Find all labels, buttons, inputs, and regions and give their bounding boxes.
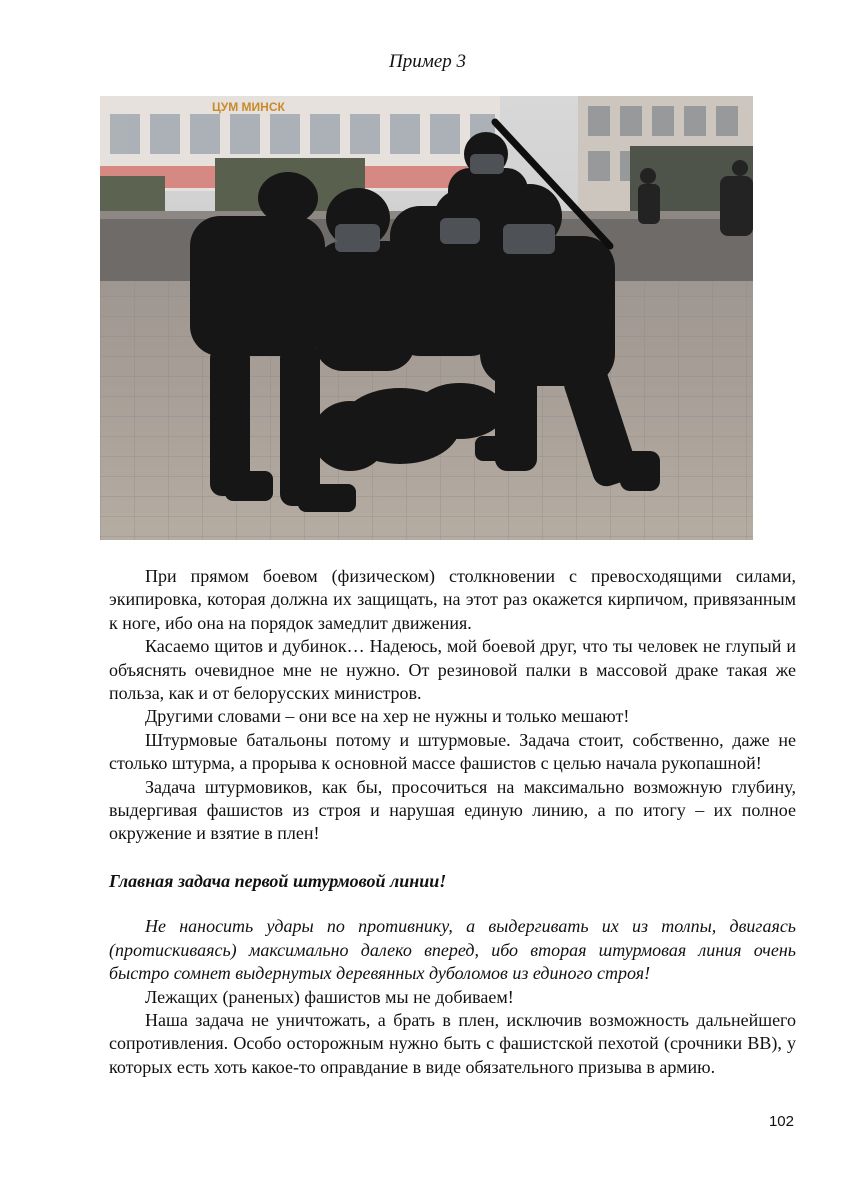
- photo-illustration: [100, 96, 753, 540]
- italic-paragraph: Не наносить удары по противнику, а выдергивать их из толпы, двигаясь (протискиваясь) максимально далеко вперед, ибо вторая штурмовая линия очень быстро сомнет выдернутых деревянных дуболомов из единого строя!: [109, 916, 796, 984]
- body-paragraph: Другими словами – они все на хер не нужны и только мешают!: [145, 706, 630, 727]
- photo-sign: ЦУМ МИНСК: [212, 100, 285, 114]
- photo-image: [100, 96, 753, 540]
- body-paragraph: Штурмовые батальоны потому и штурмовые. Задача стоит, собственно, даже не столько штурма, а прорыва к основной массе фашистов с целью начала рукопашной!: [109, 729, 796, 774]
- body-paragraph: Касаемо щитов и дубинок… Надеюсь, мой боевой друг, что ты человек не глупый и объяснять очевидное мне не нужно. От резиновой палки в массовой драке такая же польза, как и от белорусских министров.: [109, 636, 796, 704]
- body-paragraph: Наша задача не уничтожать, а брать в плен, исключив возможность дальнейшего сопротивления. Особо осторожным нужно быть с фашистской пехотой (срочники ВВ), у которых есть хоть какое-то оправдание в виде обязательного призыва в армию.: [109, 1009, 796, 1077]
- body-paragraph: Лежащих (раненых) фашистов мы не добиваем!: [145, 986, 514, 1007]
- page-heading: Пример 3: [388, 51, 467, 72]
- body-text: [109, 565, 796, 1079]
- body-paragraph: Задача штурмовиков, как бы, просочиться на максимально возможную глубину, выдергивая фашистов из строя и нарушая единую линию, а по итогу – их полное окружение и взятие в плен!: [109, 776, 796, 844]
- body-paragraph: При прямом боевом (физическом) столкновении с превосходящими силами, экипировка, которая должна их защищать, на этот раз окажется кирпичом, привязанным к ноге, ибо она на порядок замедлит движения.: [109, 566, 796, 633]
- section-subheading: Главная задача первой штурмовой линии!: [109, 870, 447, 891]
- page-number: 102: [768, 1113, 794, 1130]
